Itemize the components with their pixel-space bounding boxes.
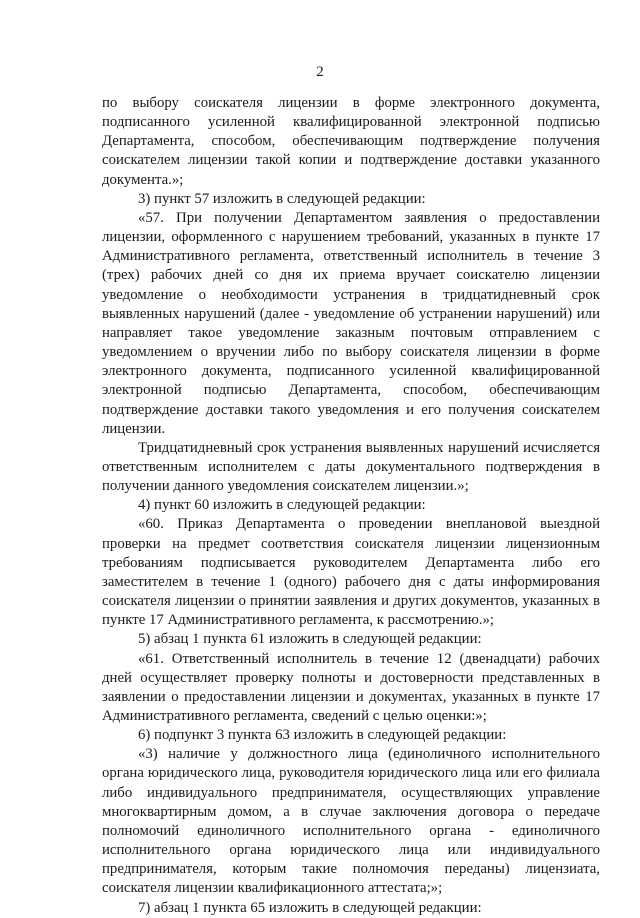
quoted-clause-60: «60. Приказ Департамента о проведении внеплановой выездной проверки на предмет соответствия соискателя лицензии лицензионным требованиям подписывается руководителем Департамента либо его заместителем в течение 1 (одного) рабочего дня с даты информирования соискателя лицензии о принятии заявления и других документов, указанных в пункте 17 Административного регламента, к рассмотрению.»; <box>102 516 600 629</box>
amendment-item-7: 7) абзац 1 пункта 65 изложить в следующей редакции: <box>138 899 482 916</box>
quoted-clause-61: «61. Ответственный исполнитель в течение 12 (двенадцати) рабочих дней осуществляет проверку полноты и достоверности представленных в заявлении о предоставлении лицензии и документах, указанных в пункте 17 Административного регламента, сведений с целью оценки:»; <box>102 650 600 724</box>
paragraph-continuation: по выбору соискателя лицензии в форме электронного документа, подписанного усиленной квалифицированной электронной подписью Департамента, способом, обеспечивающим подтверждение получения соискателем лицензии такой копии и подтверждение доставки указанного документа.»; <box>102 95 600 188</box>
amendment-item-4: 4) пункт 60 изложить в следующей редакции: <box>138 497 426 514</box>
quoted-clause-57: «57. При получении Департаментом заявления о предоставлении лицензии, оформленного с нарушением требований, указанных в пункте 17 Административного регламента, ответственный исполнитель в течение 3 (трех) рабочих дней со дня их приема вручает соискателю лицензии уведомление о необходимости устранения в тридцатидневный срок выявленных нарушений (далее - уведомление об устранении нарушений) или направляет такое уведомление заказным почтовым отправлением с уведомлением о вручении либо по выбору соискателя лицензии в форме электронного документа, подписанного усиленной квалифицированной электронной подписью Департамента, способом, обеспечивающим подтверждение доставки такого уведомления и его получения соискателем лицензии. <box>102 209 600 437</box>
quoted-clause-57-deadline: Тридцатидневный срок устранения выявленных нарушений исчисляется ответственным исполнителем с даты документального подтверждения в получении данного уведомления соискателем лицензии.»; <box>102 439 600 495</box>
quoted-subclause-3: «3) наличие у должностного лица (единоличного исполнительного органа юридического лица, руководителя юридического лица или его филиала либо индивидуального предпринимателя, осуществляющих управление многоквартирным домом, а в случае заключения договора о передаче полномочий единоличного исполнительного органа - единоличного исполнительного органа юридического лица или индивидуального предпринимателя, которым такие полномочия переданы) лицензиата, соискателя лицензии квалификационного аттестата;»; <box>102 746 600 897</box>
amendment-item-3: 3) пункт 57 изложить в следующей редакции: <box>138 190 426 207</box>
page-number: 2 <box>316 64 324 80</box>
amendment-item-5: 5) абзац 1 пункта 61 изложить в следующей редакции: <box>138 631 482 648</box>
document-body <box>102 94 600 918</box>
amendment-item-6: 6) подпункт 3 пункта 63 изложить в следующей редакции: <box>138 727 507 744</box>
